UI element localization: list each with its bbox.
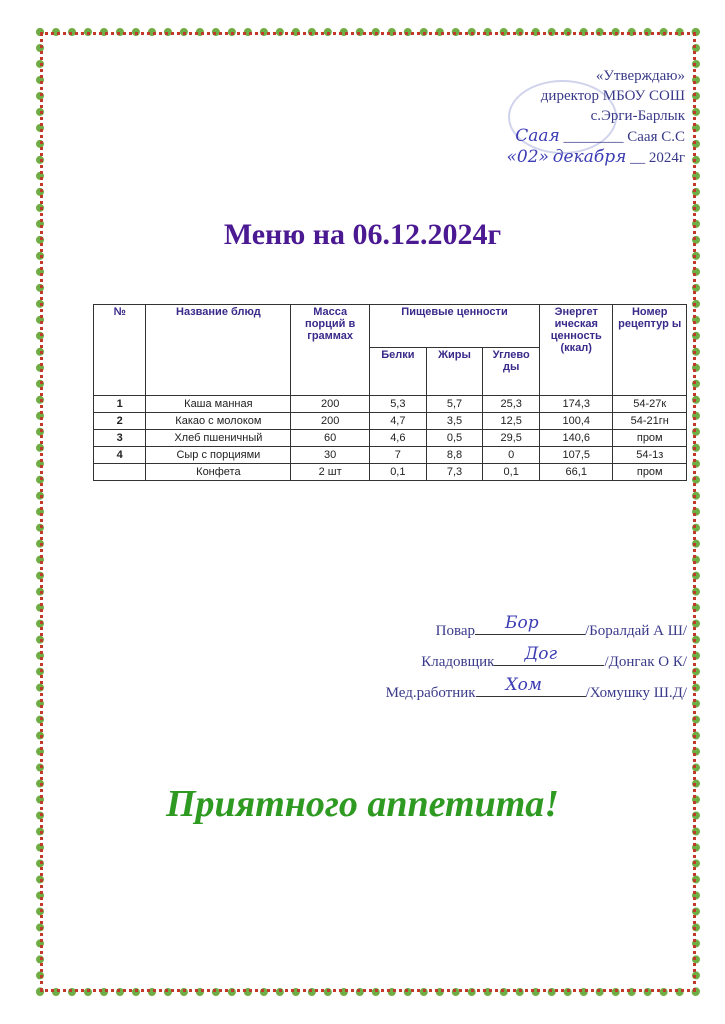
row-energy: 100,4 (540, 413, 613, 430)
header-carbs: Углево ды (483, 348, 540, 396)
row-fat: 5,7 (426, 396, 483, 413)
row-energy: 66,1 (540, 464, 613, 481)
table-header-row (94, 305, 687, 348)
row-protein: 4,6 (370, 430, 427, 447)
row-dish: Конфета (146, 464, 291, 481)
row-protein: 5,3 (370, 396, 427, 413)
table-row (94, 430, 687, 447)
row-num: 2 (94, 413, 146, 430)
signature-medic (385, 675, 687, 709)
table-row (94, 396, 687, 413)
approval-day: «02» (506, 147, 549, 167)
approval-position: директор МБОУ СОШ (540, 88, 685, 104)
row-dish: Хлеб пшеничный (146, 430, 291, 447)
signature-name: /Хомушку Ш.Д/ (585, 685, 687, 701)
menu-table (93, 304, 687, 481)
table-row (94, 464, 687, 481)
table-row (94, 413, 687, 430)
approval-date: «02» декабря __ 2024г (506, 147, 685, 167)
page-title: Меню на 06.12.2024г (223, 218, 502, 251)
row-num (94, 464, 146, 481)
decorative-border-berries (40, 32, 696, 992)
approval-heading: «Утверждаю» (595, 68, 685, 84)
signature-role: Мед.работник (385, 685, 476, 701)
closing-greeting: Приятного аппетита! (165, 783, 560, 825)
row-mass: 200 (291, 396, 370, 413)
director-signature: Саая (515, 126, 560, 146)
approval-block (445, 66, 685, 168)
row-recipe: 54-1з (613, 447, 687, 464)
row-recipe: 54-21гн (613, 413, 687, 430)
header-protein: Белки (370, 348, 427, 396)
row-dish: Сыр с порциями (146, 447, 291, 464)
row-carbs: 25,3 (483, 396, 540, 413)
approval-signature-line: Саая ________ Саая С.С (515, 126, 685, 146)
header-num: № (94, 305, 146, 396)
row-energy: 107,5 (540, 447, 613, 464)
row-num: 4 (94, 447, 146, 464)
header-energy: Энергет ическая ценность (ккал) (540, 305, 613, 396)
header-fat: Жиры (426, 348, 483, 396)
row-num: 3 (94, 430, 146, 447)
signature-name: /Донгак О К/ (604, 654, 687, 670)
row-carbs: 0,1 (483, 464, 540, 481)
header-recipe: Номер рецептур ы (613, 305, 687, 396)
row-recipe: пром (613, 464, 687, 481)
row-carbs: 29,5 (483, 430, 540, 447)
row-protein: 0,1 (370, 464, 427, 481)
signature-name: /Боралдай А Ш/ (584, 623, 687, 639)
row-mass: 30 (291, 447, 370, 464)
row-dish: Какао с молоком (146, 413, 291, 430)
approval-year: 2024г (648, 150, 685, 166)
signature-role: Повар (435, 623, 475, 639)
row-protein: 4,7 (370, 413, 427, 430)
row-energy: 140,6 (540, 430, 613, 447)
signature-line (475, 613, 585, 635)
row-recipe: пром (613, 430, 687, 447)
row-mass: 200 (291, 413, 370, 430)
row-fat: 0,5 (426, 430, 483, 447)
signature-line (476, 675, 586, 697)
row-fat: 8,8 (426, 447, 483, 464)
signatures-block (385, 613, 687, 709)
handwritten-signature: Бор (504, 613, 539, 633)
row-fat: 7,3 (426, 464, 483, 481)
signature-line (494, 644, 604, 666)
handwritten-signature: Дог (524, 644, 558, 664)
approval-month: декабря (552, 147, 627, 167)
director-name: Саая С.С (627, 129, 685, 145)
header-nutrition: Пищевые ценности (370, 305, 540, 348)
signature-role: Кладовщик (421, 654, 495, 670)
handwritten-signature: Хом (505, 675, 543, 695)
row-num: 1 (94, 396, 146, 413)
row-mass: 2 шт (291, 464, 370, 481)
table-row (94, 447, 687, 464)
row-carbs: 12,5 (483, 413, 540, 430)
header-mass: Масса порций в граммах (291, 305, 370, 396)
row-fat: 3,5 (426, 413, 483, 430)
header-dish: Название блюд (146, 305, 291, 396)
row-carbs: 0 (483, 447, 540, 464)
row-dish: Каша манная (146, 396, 291, 413)
approval-village: с.Эрги-Барлык (590, 108, 685, 124)
row-energy: 174,3 (540, 396, 613, 413)
row-mass: 60 (291, 430, 370, 447)
row-protein: 7 (370, 447, 427, 464)
row-recipe: 54-27к (613, 396, 687, 413)
